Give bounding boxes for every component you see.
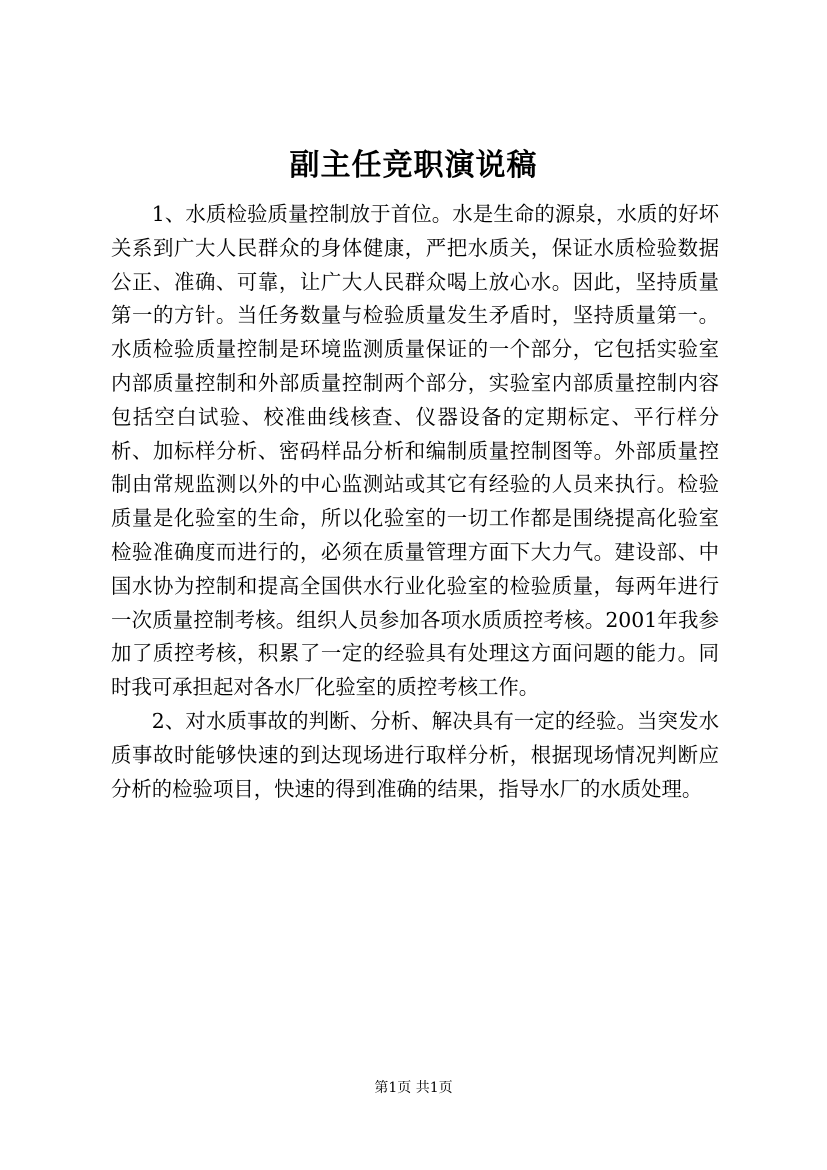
paragraph-1: 1、水质检验质量控制放于首位。水是生命的源泉，水质的好坏关系到广大人民群众的身体健康，严把水质关，保证水质检验数据公正、准确、可靠，让广大人民群众喝上放心水。因此，坚持质量第一的方针。当任务数量与检验质量发生矛盾时，坚持质量第一。水质检验质量控制是环境监测质量保证的一个部分，它包括实验室内部质量控制和外部质量控制两个部分，实验室内部质量控制内容包括空白试验、校准曲线核查、仪器设备的定期标定、平行样分析、加标样分析、密码样品分析和编制质量控制图等。外部质量控制由常规监测以外的中心监测站或其它有经验的人员来执行。检验质量是化验室的生命，所以化验室的一切工作都是围绕提高化验室检验准确度而进行的，必须在质量管理方面下大力气。建设部、中国水协为控制和提高全国供水行业化验室的检验质量，每两年进行一次质量控制考核。组织人员参加各项水质质控考核。2001年我参加了质控考核，积累了一定的经验具有处理这方面问题的能力。同时我可承担起对各水厂化验室的质控考核工作。 [111,202,719,700]
paragraph-2: 2、对水质事故的判断、分析、解决具有一定的经验。当突发水质事故时能够快速的到达现场进行取样分析，根据现场情况判断应分析的检验项目，快速的得到准确的结果，指导水厂的水质处理。 [111,708,719,801]
document-title: 副主任竞职演说稿 [289,148,538,183]
document-body [111,198,719,806]
page-number-footer: 第1页 共1页 [374,1080,453,1096]
